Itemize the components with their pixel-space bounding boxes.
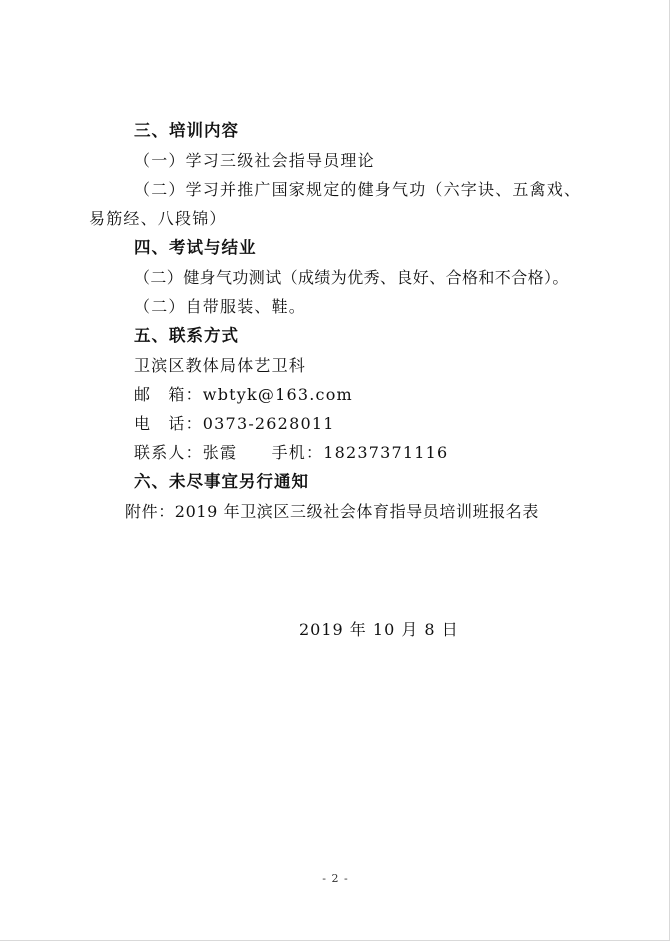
- section-6-heading: 六、未尽事宜另行通知: [134, 472, 309, 491]
- attachment-line: 附件：2019 年卫滨区三级社会体育指导员培训班报名表: [125, 502, 540, 521]
- page-number: - 2 -: [322, 872, 349, 885]
- contact-person: 联系人：张霞 手机：18237371116: [134, 443, 449, 462]
- contact-email: 邮 箱：wbtyk@163.com: [134, 385, 353, 404]
- section-4-item-1: （二）健身气功测试（成绩为优秀、良好、合格和不合格）。: [134, 268, 569, 287]
- section-3-item-1: （一）学习三级社会指导员理论: [134, 151, 375, 170]
- section-4-item-2: （二）自带服装、鞋。: [134, 297, 307, 316]
- document-date: 2019 年 10 月 8 日: [299, 620, 459, 639]
- section-5-heading: 五、联系方式: [134, 326, 239, 345]
- section-3-item-2-line-2: 易筋经、八段锦）: [89, 209, 227, 228]
- contact-phone: 电 话：0373-2628011: [134, 414, 335, 433]
- section-3-item-2-line-1: （二）学习并推广国家规定的健身气功（六字诀、五禽戏、: [134, 180, 582, 199]
- contact-organization: 卫滨区教体局体艺卫科: [134, 356, 307, 375]
- section-4-heading: 四、考试与结业: [134, 238, 257, 257]
- section-3-heading: 三、培训内容: [134, 121, 239, 140]
